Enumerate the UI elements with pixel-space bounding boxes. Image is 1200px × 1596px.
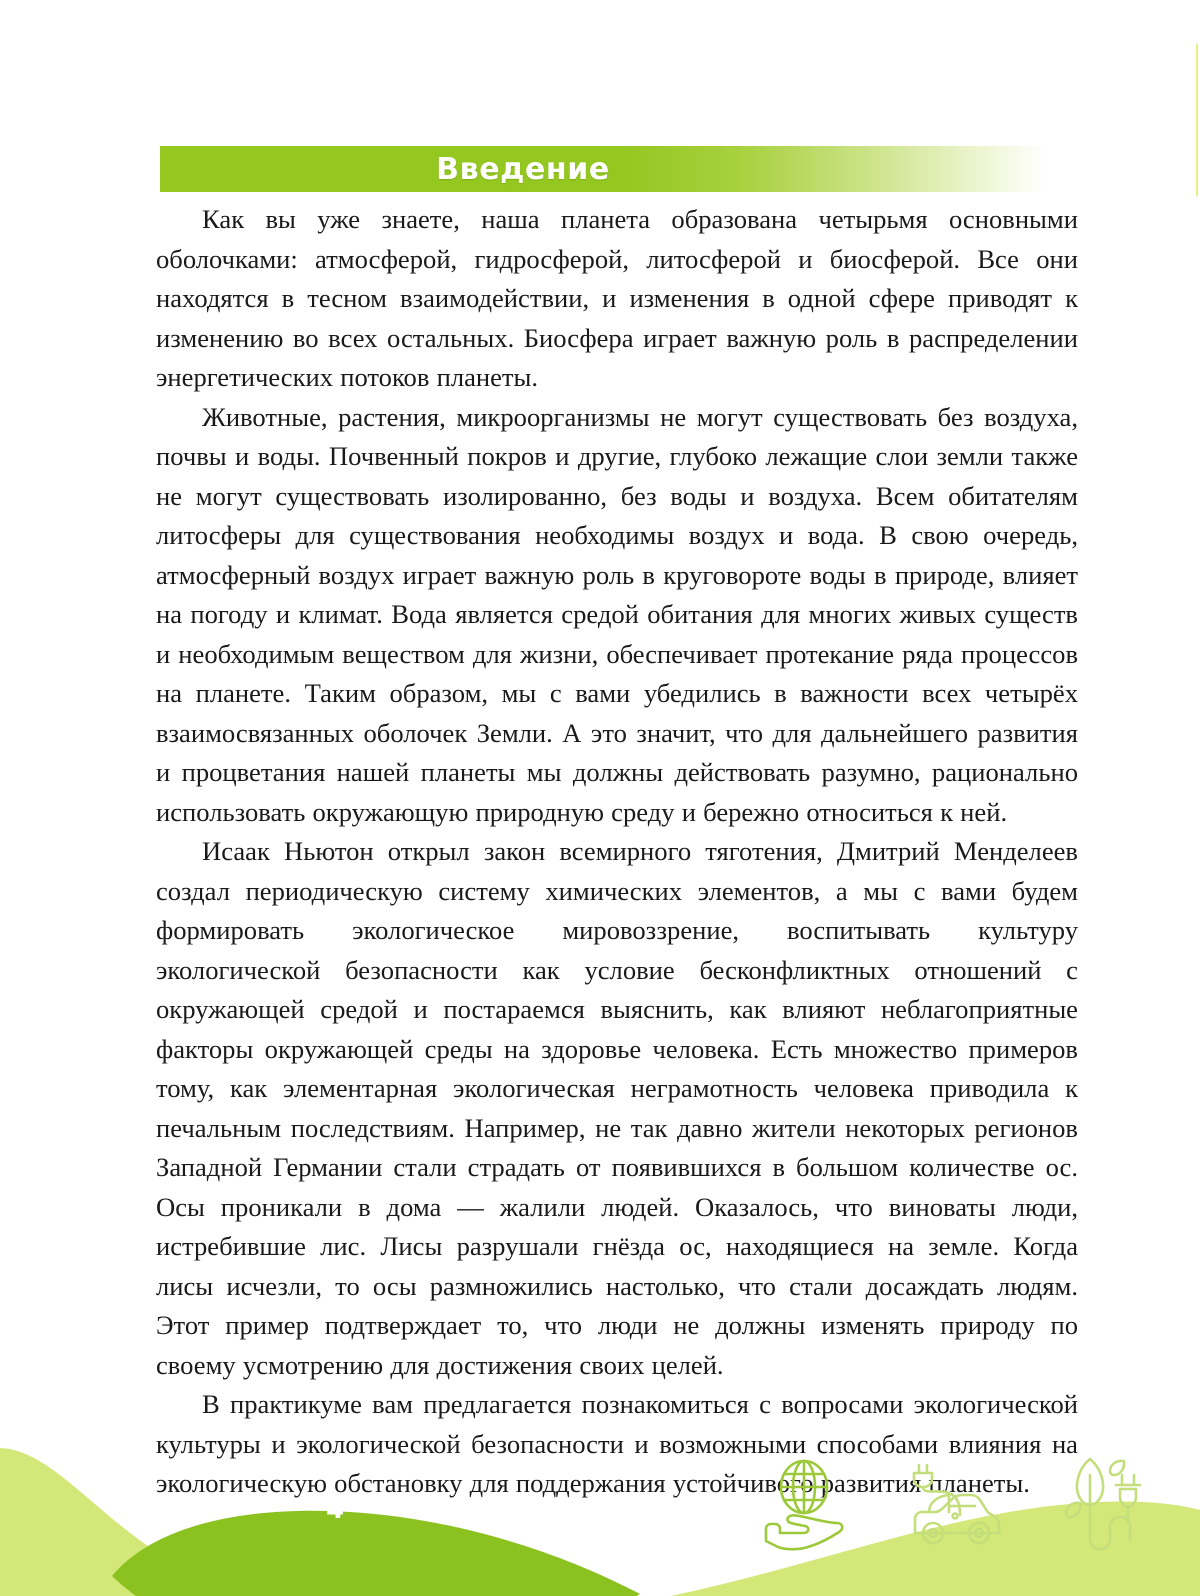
electric-car-icon [905, 1455, 1001, 1560]
globe-in-hand-icon [760, 1455, 846, 1560]
plant-plug-icon [1052, 1455, 1148, 1564]
page-edge-rule [1196, 44, 1198, 196]
footer-icon-group [760, 1455, 1180, 1585]
section-header-band [160, 146, 1046, 192]
body-content [156, 200, 1078, 1504]
wave-dark [112, 1511, 640, 1596]
paragraph: Животные, растения, микроорганизмы не могут существовать без воздуха, почвы и воды. Почвенный покров и другие, глубоко лежащие слои земли также не могут существовать изолированно, без воды и воздуха. Всем обитателям литосферы для существования необходимы воздух и вода. В свою очередь, атмосферный воздух играет важную роль в круговороте воды в природе, влияет на погоду и климат. Вода является средой обитания для многих живых существ и необходимым веществом для жизни, обеспечивает протекание ряда процессов на планете. Таким образом, мы с вами убедились в важности всех четырёх взаимосвязанных оболочек Земли. А это значит, что для дальнейшего развития и процветания нашей планеты мы должны действовать разумно, рационально использовать окружающую природную среду и бережно относиться к ней. [156, 401, 1078, 827]
page-title: Введение [436, 151, 610, 187]
page-number: 4 [325, 1495, 345, 1525]
paragraph: В практикуме вам предлагается познакомиться с вопросами экологической культуры и экологической безопасности и возможными способами влияния на экологическую обстановку для поддержания устойчивого развития планеты. [156, 1389, 1078, 1498]
paragraph: Как вы уже знаете, наша планета образована четырьмя основными оболочками: атмосферой, гидросферой, литосферой и биосферой. Все они находятся в тесном взаимодействии, и изменения в одной сфере приводят к изменению во всех остальных. Биосфера играет важную роль в распределении энергетических потоков планеты. [156, 204, 1078, 392]
paragraph: Исаак Ньютон открыл закон всемирного тяготения, Дмитрий Менделеев создал периодическую систему химических элементов, а мы с вами будем формировать экологическое мировоззрение, воспитывать культуру экологической безопасности как условие бесконфликтных отношений с окружающей средой и постараемся выяснить, как влияют неблагоприятные факторы окружающей среды на здоровье человека. Есть множество примеров тому, как элементарная экологическая неграмотность человека приводила к печальным последствиям. Например, не так давно жители некоторых регионов Западной Германии стали страдать от появившихся в большом количестве ос. Осы проникали в дома — жалили людей. Оказалось, что виноваты люди, истребившие лис. Лисы разрушали гнёзда ос, находящиеся на земле. Когда лисы исчезли, то осы размножились настолько, что стали досаждать людям. Этот пример подтверждает то, что люди не должны изменять природу по своему усмотрению для достижения своих целей. [156, 836, 1078, 1380]
